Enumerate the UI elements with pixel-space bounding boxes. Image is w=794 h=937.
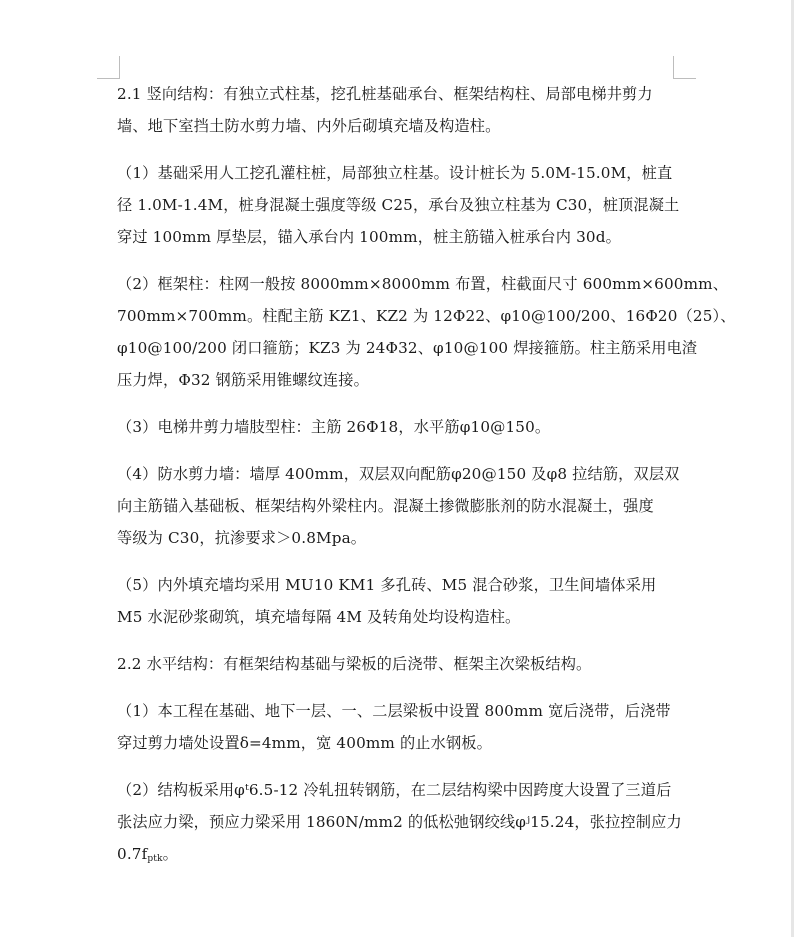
- text-line: （1）本工程在基础、地下一层、一、二层梁板中设置 800mm 宽后浇带，后浇带: [117, 702, 671, 720]
- text-line: （5）内外填充墙均采用 MU10 KM1 多孔砖、M5 混合砂浆，卫生间墙体采用: [117, 576, 657, 594]
- paragraph-prestressed-beams: [117, 774, 682, 870]
- margin-corner-mark-left: [97, 56, 120, 79]
- text-line: 压力焊，Φ32 钢筋采用锥螺纹连接。: [117, 371, 369, 389]
- text-line: 径 1.0M-1.4M，桩身混凝土强度等级 C25，承台及独立柱基为 C30，桩顶混凝土: [117, 196, 680, 214]
- paragraph-horizontal-structure: [117, 648, 677, 680]
- text-line: （2）结构板采用φᵗ6.5-12 冷轧扭转钢筋，在二层结构梁中因跨度大设置了三道后: [117, 781, 672, 799]
- text-line: 2.1 竖向结构：有独立式柱基，挖孔桩基础承台、框架结构柱、局部电梯井剪力: [117, 85, 653, 103]
- paragraph-waterproof-shear-wall: [117, 458, 680, 554]
- margin-corner-mark-right: [673, 56, 696, 79]
- subscript-ptk: ptk: [147, 854, 163, 864]
- text-line: M5 水泥砂浆砌筑，填充墙每隔 4M 及转角处均设构造柱。: [117, 608, 521, 626]
- paragraph-foundation: [117, 157, 680, 253]
- text-line: 穿过剪力墙处设置δ=4mm，宽 400mm 的止水钢板。: [117, 734, 492, 752]
- paragraph-post-cast-strip: [117, 695, 677, 759]
- paragraph-vertical-structure: [117, 78, 677, 142]
- text-line: 张法应力梁，预应力梁采用 1860N/mm2 的低松弛钢绞线φʲ15.24，张拉控制应力: [117, 813, 682, 831]
- document-body: [117, 78, 736, 885]
- text-line: 700mm×700mm。柱配主筋 KZ1、KZ2 为 12Φ22、φ10@100/200、16Φ20（25）、: [117, 307, 736, 325]
- text-line: （3）电梯井剪力墙肢型柱：主筋 26Φ18，水平筋φ10@150。: [117, 418, 551, 436]
- text-line: （1）基础采用人工挖孔灌柱桩，局部独立柱基。设计桩长为 5.0M-15.0M，桩直: [117, 164, 673, 182]
- text-line: 等级为 C30，抗渗要求＞0.8Mpa。: [117, 529, 367, 547]
- paragraph-elevator-shear-wall: [117, 411, 677, 443]
- text-line: 穿过 100mm 厚垫层，锚入承台内 100mm，桩主筋锚入桩承台内 30d。: [117, 228, 621, 246]
- text-line: （4）防水剪力墙：墙厚 400mm，双层双向配筋φ20@150 及φ8 拉结筋，双层双: [117, 465, 680, 483]
- text-line: 墙、地下室挡土防水剪力墙、内外后砌填充墙及构造柱。: [117, 117, 501, 135]
- text-line-last: [117, 838, 677, 870]
- sentence-end: 。: [162, 845, 179, 863]
- paragraph-infill-walls: [117, 569, 677, 633]
- text-line: φ10@100/200 闭口箍筋；KZ3 为 24Φ32、φ10@100 焊接箍筋。柱主筋采用电渣: [117, 339, 698, 357]
- control-stress-value: 0.7f: [117, 845, 148, 863]
- text-line: 2.2 水平结构：有框架结构基础与梁板的后浇带、框架主次梁板结构。: [117, 655, 592, 673]
- text-line: （2）框架柱：柱网一般按 8000mm×8000mm 布置，柱截面尺寸 600mm×600mm、: [117, 275, 729, 293]
- paragraph-frame-columns: [117, 268, 736, 396]
- text-line: 向主筋锚入基础板、框架结构外梁柱内。混凝土掺微膨胀剂的防水混凝土，强度: [117, 497, 654, 515]
